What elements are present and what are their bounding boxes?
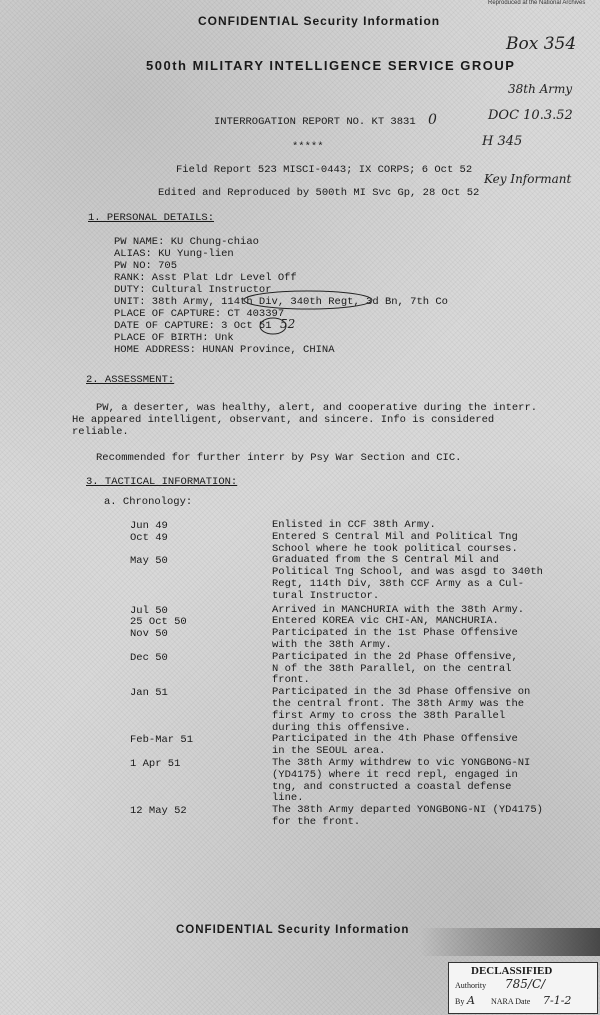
- declassified-stamp: [448, 962, 598, 1014]
- date-correction: 52: [280, 317, 296, 331]
- chronology-date: Oct 49: [130, 531, 168, 544]
- declassified-title: DECLASSIFIED: [471, 965, 553, 977]
- handwritten-key: Key Informant: [484, 172, 572, 186]
- chronology-text: Regt, 114th Div, 38th CCF Army as a Cul-: [272, 578, 525, 590]
- circle-annotations: [240, 290, 380, 340]
- chronology-text: Enlisted in CCF 38th Army.: [272, 519, 436, 531]
- chronology-date: Nov 50: [130, 628, 168, 641]
- chronology-text: Participated in the 1st Phase Offensive: [272, 627, 518, 640]
- chronology-text: front.: [272, 674, 310, 687]
- chronology-date: Jun 49: [130, 520, 168, 532]
- handwritten-army: 38th Army: [508, 82, 573, 96]
- chronology-text: The 38th Army departed YONGBONG-NI (YD4175): [272, 804, 543, 817]
- date-of-capture: DATE OF CAPTURE: 3 Oct 51: [114, 320, 272, 332]
- chronology-text: Participated in the 4th Phase Offensive: [272, 733, 518, 746]
- handwritten-h: H 345: [482, 134, 523, 149]
- by-label: By: [455, 997, 465, 1006]
- section-personal-heading: 1. PERSONAL DETAILS:: [88, 212, 215, 224]
- chronology-text: tng, and constructed a coastal defense: [272, 780, 512, 793]
- chronology-text: with the 38th Army.: [272, 639, 392, 651]
- chronology-text: for the front.: [272, 816, 361, 828]
- chronology-date: 1 Apr 51: [130, 758, 181, 770]
- pw-unit: UNIT: 38th Army, 114th Div, 340th Regt, 3d Bn, 7th Co: [114, 296, 448, 308]
- classification-top: CONFIDENTIAL Security Information: [198, 14, 441, 28]
- chronology-text: line.: [272, 792, 304, 805]
- chronology-text: tural Instructor.: [272, 589, 380, 602]
- section-assessment-heading: 2. ASSESSMENT:: [86, 374, 175, 386]
- archives-note: Reproduced at the National Archives: [488, 0, 586, 6]
- chronology-text: Entered S Central Mil and Political Tng: [272, 530, 518, 543]
- nara-date-value: 7-1-2: [543, 994, 572, 1007]
- chronology-text: (YD4175) where it recd repl, engaged in: [272, 768, 518, 781]
- chronology-text: N of the 38th Parallel, on the central: [272, 662, 512, 675]
- chronology-heading: a. Chronology:: [104, 496, 193, 508]
- chronology-text: Political Tng School, and was asgd to 340th: [272, 566, 543, 579]
- chronology-text: School where he took political courses.: [272, 542, 518, 555]
- chronology-text: The 38th Army withdrew to vic YONGBONG-NI: [272, 757, 531, 769]
- handwritten-doc: DOC 10.3.52: [488, 108, 573, 123]
- classification-bottom: CONFIDENTIAL Security Information: [176, 924, 410, 936]
- chronology-text: Entered KOREA vic CHI-AN, MANCHURIA.: [272, 615, 499, 628]
- handwritten-mark: 0: [428, 112, 437, 128]
- chronology-date: Jul 50: [130, 604, 168, 617]
- chronology-date: 25 Oct 50: [130, 616, 187, 629]
- pw-name: PW NAME: KU Chung-chiao: [114, 236, 259, 248]
- chronology-text: Participated in the 3d Phase Offensive on: [272, 686, 531, 699]
- chronology-text: in the SEOUL area.: [272, 745, 386, 758]
- chronology-date: Jan 51: [130, 687, 168, 700]
- pw-alias: ALIAS: KU Yung-lien: [114, 248, 234, 260]
- chronology-text: Graduated from the S Central Mil and: [272, 554, 499, 567]
- chronology-date: Feb-Mar 51: [130, 734, 194, 747]
- separator-stars: *****: [292, 141, 324, 153]
- chronology-date: Dec 50: [130, 651, 168, 664]
- section-tactical-heading: 3. TACTICAL INFORMATION:: [86, 476, 238, 488]
- assessment-line-2: He appeared intelligent, observant, and sincere. Info is considered: [72, 414, 495, 426]
- chronology-text: the central front. The 38th Army was the: [272, 698, 525, 710]
- home-address: HOME ADDRESS: HUNAN Province, CHINA: [114, 344, 335, 356]
- assessment-line-3: reliable.: [72, 426, 129, 438]
- pw-rank: RANK: Asst Plat Ldr Level Off: [114, 272, 297, 284]
- assessment-recommendation: Recommended for further interr by Psy War Section and CIC.: [96, 452, 462, 464]
- nara-date-label: NARA Date: [491, 997, 531, 1006]
- report-number: INTERROGATION REPORT NO. KT 3831: [214, 116, 416, 128]
- chronology-text: first Army to cross the 38th Parallel: [272, 709, 506, 722]
- authority-label: Authority: [455, 981, 487, 990]
- by-value: A: [467, 994, 475, 1007]
- assessment-line-1: PW, a deserter, was healthy, alert, and cooperative during the interr.: [96, 402, 538, 414]
- chronology-date: 12 May 52: [130, 805, 187, 818]
- pw-duty: DUTY: Cultural Instructor: [114, 284, 272, 296]
- place-of-birth: PLACE OF BIRTH: Unk: [114, 332, 234, 344]
- edited-line: Edited and Reproduced by 500th MI Svc Gp, 28 Oct 52: [158, 187, 480, 199]
- chronology-text: during this offensive.: [272, 721, 411, 734]
- chronology-text: Participated in the 2d Phase Offensive,: [272, 650, 518, 663]
- handwritten-box: Box 354: [506, 34, 577, 54]
- scan-shadow: [420, 928, 600, 956]
- unit-heading: 500th MILITARY INTELLIGENCE SERVICE GROUP: [146, 58, 516, 73]
- pw-number: PW NO: 705: [114, 260, 178, 272]
- field-report: Field Report 523 MISCI-0443; IX CORPS; 6 Oct 52: [176, 164, 473, 176]
- place-of-capture: PLACE OF CAPTURE: CT 403397: [114, 308, 285, 320]
- chronology-date: May 50: [130, 555, 168, 568]
- chronology-text: Arrived in MANCHURIA with the 38th Army.: [272, 603, 525, 616]
- authority-value: 785/C/: [505, 977, 546, 991]
